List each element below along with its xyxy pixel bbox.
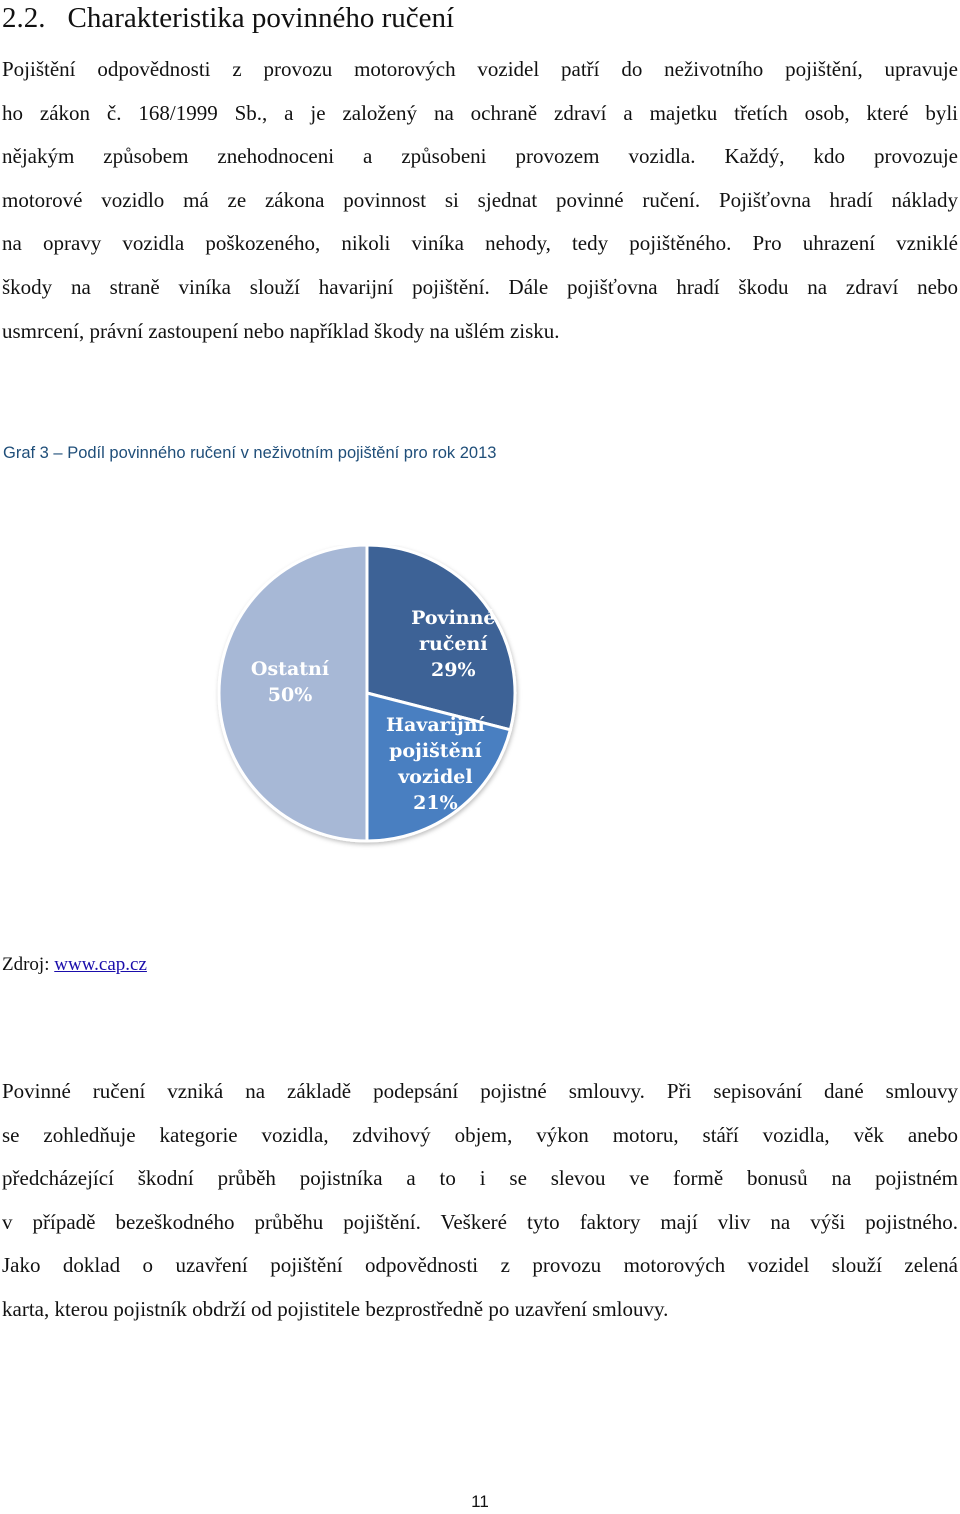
figure-source [2,954,147,976]
source-prefix: Zdroj: [2,954,55,975]
paragraph-line: Jako doklad o uzavření pojištění odpovědnosti z provozu motorových vozidel slouží zelená [2,1253,958,1278]
paragraph-line: se zohledňuje kategorie vozidla, zdvihový objem, výkon motoru, stáří vozidla, věk anebo [2,1122,958,1147]
section-number: 2.2. [2,2,46,34]
paragraph-intro [2,48,958,353]
paragraph-line: motorové vozidlo má ze zákona povinnost si sjednat povinné ručení. Pojišťovna hradí náklady [2,187,958,212]
pie-slice-label: Ostatní 50% [250,658,330,706]
paragraph-line: usmrcení, právní zastoupení nebo například škody na ušlém zisku. [2,318,560,343]
figure-caption: Graf 3 – Podíl povinného ručení v neživotním pojištění pro rok 2013 [3,444,497,462]
paragraph-line: nějakým způsobem znehodnoceni a způsobeni provozem vozidla. Každý, kdo provozuje [2,144,958,169]
pie-slice-label: Povinné ručení 29% [411,607,496,682]
paragraph-line: karta, kterou pojistník obdrží od pojistitele bezprostředně po uzavření smlouvy. [2,1296,669,1321]
page-number: 11 [471,1492,489,1511]
section-heading [2,0,454,36]
pie-slice-label: Havarijní pojištění vozidel 21% [386,714,485,815]
paragraph-line: Povinné ručení vzniká na základě podepsání pojistné smlouvy. Při sepisování dané smlouvy [2,1079,958,1103]
section-title: Charakteristika povinného ručení [67,2,455,34]
paragraph-line: na opravy vozidla poškozeného, nikoli viníka nehody, tedy pojištěného. Pro uhrazení vzniklé [2,231,958,256]
paragraph-contract [2,1070,958,1332]
paragraph-line: v případě bezeškodného průběhu pojištění. Veškeré tyto faktory mají vliv na výši pojistného. [2,1209,958,1234]
paragraph-line: Pojištění odpovědnosti z provozu motorových vozidel patří do neživotního pojištění, upravuje [2,57,958,81]
source-link[interactable]: www.cap.cz [54,954,147,975]
pie-chart [200,545,540,865]
paragraph-line: předcházející škodní průběh pojistníka a to i se slevou ve formě bonusů na pojistném [2,1166,958,1191]
paragraph-line: škody na straně viníka slouží havarijní pojištění. Dále pojišťovna hradí škodu na zdraví nebo [2,274,958,299]
paragraph-line: ho zákon č. 168/1999 Sb., a je založený na ochraně zdraví a majetku třetích osob, které byli [2,100,958,125]
